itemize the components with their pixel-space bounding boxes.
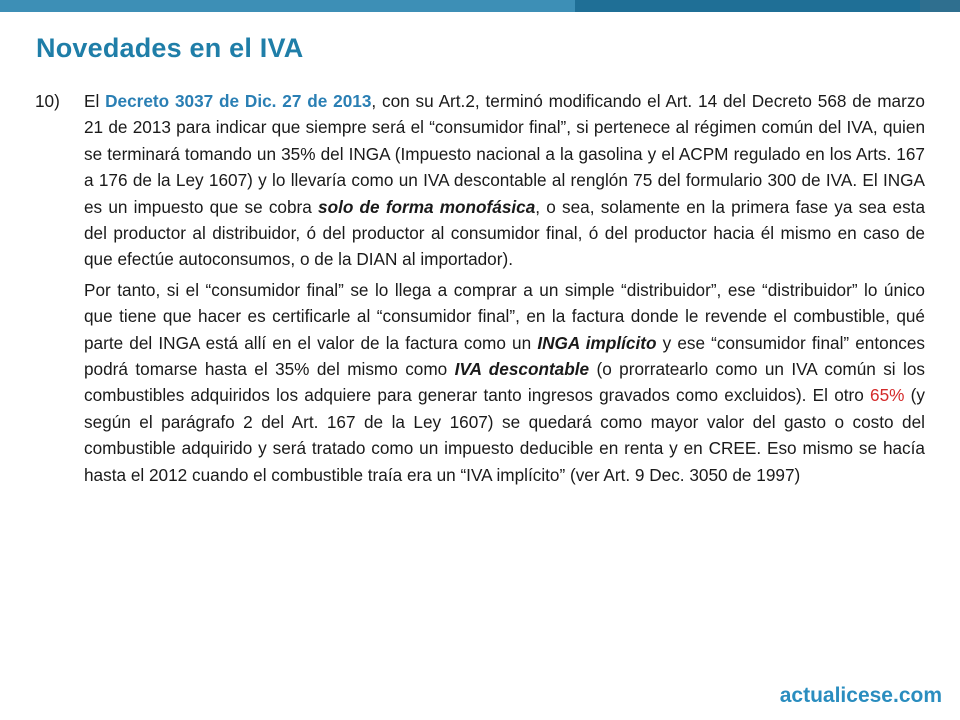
slide-body bbox=[35, 88, 925, 488]
p1-text-3: , o sea, solamente en la primera fase ya sea esta del productor al distribuidor, ó del productor al consumidor final, ó del productor hacia él mismo en caso de que efectúe autoconsumos, o de la DIAN al importador). bbox=[84, 196, 925, 270]
p1-text-1: El bbox=[84, 91, 106, 111]
top-accent-bar bbox=[0, 0, 960, 12]
percent-highlight: 65% bbox=[870, 385, 905, 406]
top-bar-segment-dark bbox=[575, 0, 920, 12]
numbered-item bbox=[35, 88, 925, 273]
item-number: 10) bbox=[35, 91, 60, 111]
item-paragraph-1 bbox=[84, 88, 925, 273]
p2-text-4: (y según el parágrafo 2 del Art. 167 de la Ley 1607) se quedará como mayor valor del gasto o costo del combustible adquirido y será tratado como un impuesto deducible en renta y en CREE. Eso mismo se hacía hasta el 2012 cuando el combustible traía era un “IVA implícito” (ver Art. 9 Dec. 3050 de 1997) bbox=[84, 385, 925, 485]
top-bar-segment-end bbox=[920, 0, 960, 12]
p2-text-3: (o prorratearlo como un IVA común si los combustibles adquiridos los adquiere para generar tanto ingresos gravados como excluidos). El otro bbox=[84, 359, 925, 406]
top-bar-segment-light bbox=[0, 0, 575, 12]
brand-logo-text: actualicese.com bbox=[779, 684, 942, 707]
p1-emphasis: solo de forma monofásica bbox=[318, 196, 536, 217]
item-paragraph-2 bbox=[84, 277, 925, 488]
decree-reference: Decreto 3037 de Dic. 27 de 2013 bbox=[105, 91, 372, 111]
p2-emphasis-iva: IVA descontable bbox=[454, 359, 590, 380]
p2-text-2: y ese “consumidor final” entonces podrá tomarse hasta el 35% del mismo como bbox=[84, 332, 925, 380]
p2-text-1: Por tanto, si el “consumidor final” se lo llega a comprar a un simple “distribuidor”, ese “distribuidor” lo único que tiene que hacer es certificarle al “consumidor final”, en la factura donde le revende el combustible, qué parte del INGA está allí en el valor de la factura como un bbox=[84, 279, 925, 353]
slide-title: Novedades en el IVA bbox=[36, 33, 304, 63]
p2-emphasis-inga: INGA implícito bbox=[537, 332, 657, 353]
p1-text-2: , con su Art.2, terminó modificando el Art. 14 del Decreto 568 de marzo 21 de 2013 para indicar que siempre será el “consumidor final”, si pertenece al régimen común del IVA, quien se terminará tomando un 35% del INGA (Impuesto nacional a la gasolina y el ACPM regulado en los Arts. 167 a 176 de la Ley 1607) y lo llevaría como un IVA descontable al renglón 75 del formulario 300 de IVA. El INGA es un impuesto que se cobra bbox=[84, 91, 925, 217]
